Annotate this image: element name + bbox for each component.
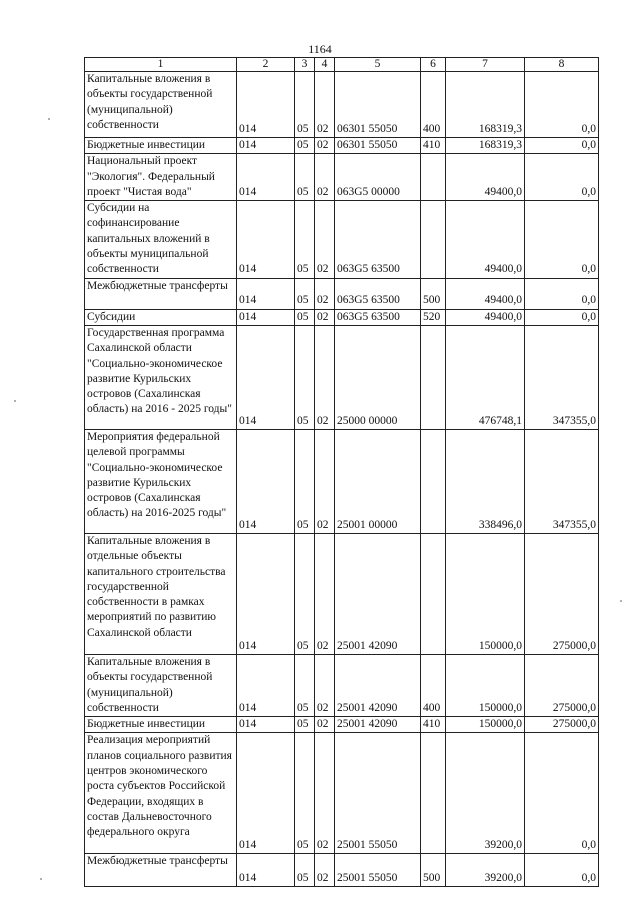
row-c8-cell: 347355,0 [525,325,599,429]
row-c2-cell: 014 [237,72,295,138]
row-name-cell: Капитальные вложения в отдельные объекты капитального строительства государственной собственности в рамках мероприятий по развитию Сахалинской области [85,533,237,654]
row-c2-cell: 014 [237,717,295,733]
row-c7-cell: 150000,0 [446,533,525,654]
row-c6-cell [421,325,446,429]
row-c8-cell: 275000,0 [525,717,599,733]
table-row [85,654,599,716]
row-c8-cell: 0,0 [525,72,599,138]
row-c3-cell: 05 [295,201,315,278]
row-c7-cell: 338496,0 [446,429,525,533]
row-name-cell: Субсидии на софинансирование капитальных вложений в объекты муниципальной собственности [85,201,237,278]
row-c5-cell: 25001 00000 [335,429,421,533]
table-row [85,717,599,733]
row-c7-cell: 39200,0 [446,854,525,887]
table-row [85,429,599,533]
row-c2-cell: 014 [237,654,295,716]
row-c3-cell: 05 [295,325,315,429]
row-c3-cell: 05 [295,154,315,201]
row-c2-cell: 014 [237,154,295,201]
table-row [85,138,599,154]
table-row [85,72,599,138]
table-row [85,325,599,429]
row-c5-cell: 063G5 63500 [335,201,421,278]
table-row [85,201,599,278]
row-c7-cell: 49400,0 [446,309,525,325]
row-c6-cell: 400 [421,654,446,716]
header-cell: 2 [237,58,295,72]
row-c4-cell: 02 [315,154,335,201]
row-c8-cell: 0,0 [525,854,599,887]
row-c8-cell: 0,0 [525,278,599,309]
row-c2-cell: 014 [237,138,295,154]
header-row [85,58,599,72]
row-c5-cell: 25000 00000 [335,325,421,429]
row-c3-cell: 05 [295,533,315,654]
row-c8-cell: 0,0 [525,138,599,154]
row-c6-cell [421,533,446,654]
row-c6-cell: 410 [421,717,446,733]
row-c6-cell [421,733,446,854]
row-c4-cell: 02 [315,854,335,887]
row-c7-cell: 39200,0 [446,733,525,854]
row-name-cell: Межбюджетные трансферты [85,278,237,309]
header-cell: 8 [525,58,599,72]
table-row [85,278,599,309]
row-name-cell: Капитальные вложения в объекты государственной (муниципальной) собственности [85,72,237,138]
row-name-cell: Бюджетные инвестиции [85,138,237,154]
scan-speck [14,400,16,402]
row-c6-cell: 520 [421,309,446,325]
scan-speck [48,118,50,120]
scan-speck [620,600,622,602]
row-c4-cell: 02 [315,429,335,533]
table-row [85,154,599,201]
row-name-cell: Мероприятия федеральной целевой программы "Социально-экономическое развитие Курильских островов (Сахалинская область) на 2016-2025 годы" [85,429,237,533]
row-c6-cell: 410 [421,138,446,154]
row-c6-cell [421,429,446,533]
header-cell: 7 [446,58,525,72]
row-c4-cell: 02 [315,138,335,154]
row-name-cell: Капитальные вложения в объекты государственной (муниципальной) собственности [85,654,237,716]
row-name-cell: Субсидии [85,309,237,325]
row-c4-cell: 02 [315,717,335,733]
row-c3-cell: 05 [295,717,315,733]
row-c7-cell: 49400,0 [446,278,525,309]
row-c6-cell: 500 [421,854,446,887]
header-cell: 4 [315,58,335,72]
table-row [85,533,599,654]
row-c5-cell: 063G5 63500 [335,278,421,309]
header-cell: 1 [85,58,237,72]
row-c6-cell [421,154,446,201]
row-c5-cell: 25001 42090 [335,717,421,733]
row-c8-cell: 275000,0 [525,533,599,654]
row-c3-cell: 05 [295,733,315,854]
row-c3-cell: 05 [295,854,315,887]
row-c5-cell: 063G5 63500 [335,309,421,325]
row-c5-cell: 06301 55050 [335,138,421,154]
table-row [85,309,599,325]
row-c4-cell: 02 [315,201,335,278]
row-c2-cell: 014 [237,309,295,325]
row-c5-cell: 06301 55050 [335,72,421,138]
row-c8-cell: 347355,0 [525,429,599,533]
row-c4-cell: 02 [315,733,335,854]
row-c5-cell: 25001 55050 [335,854,421,887]
table-row [85,854,599,887]
row-c2-cell: 014 [237,429,295,533]
header-cell: 5 [335,58,421,72]
row-c7-cell: 168319,3 [446,72,525,138]
row-c5-cell: 25001 42090 [335,533,421,654]
row-c3-cell: 05 [295,309,315,325]
row-c3-cell: 05 [295,429,315,533]
row-c7-cell: 49400,0 [446,154,525,201]
row-c3-cell: 05 [295,278,315,309]
row-c8-cell: 0,0 [525,309,599,325]
table-row [85,733,599,854]
row-c4-cell: 02 [315,72,335,138]
row-c7-cell: 168319,3 [446,138,525,154]
row-c8-cell: 0,0 [525,733,599,854]
row-c2-cell: 014 [237,325,295,429]
row-c4-cell: 02 [315,533,335,654]
row-c4-cell: 02 [315,654,335,716]
row-c5-cell: 25001 55050 [335,733,421,854]
row-c7-cell: 476748,1 [446,325,525,429]
row-name-cell: Межбюджетные трансферты [85,854,237,887]
row-c5-cell: 063G5 00000 [335,154,421,201]
header-cell: 3 [295,58,315,72]
row-c4-cell: 02 [315,325,335,429]
row-c8-cell: 0,0 [525,201,599,278]
row-c6-cell [421,201,446,278]
row-c2-cell: 014 [237,278,295,309]
scan-speck [40,878,42,880]
row-name-cell: Национальный проект "Экология". Федеральный проект "Чистая вода" [85,154,237,201]
row-name-cell: Государственная программа Сахалинской области "Социально-экономическое развитие Курильских островов (Сахалинская область) на 2016 - 2025 годы" [85,325,237,429]
row-c2-cell: 014 [237,201,295,278]
row-c6-cell: 400 [421,72,446,138]
row-c7-cell: 150000,0 [446,654,525,716]
row-c3-cell: 05 [295,72,315,138]
row-c3-cell: 05 [295,654,315,716]
row-c7-cell: 49400,0 [446,201,525,278]
budget-table [84,57,599,887]
row-c4-cell: 02 [315,309,335,325]
row-c2-cell: 014 [237,733,295,854]
row-c6-cell: 500 [421,278,446,309]
row-c2-cell: 014 [237,854,295,887]
header-cell: 6 [421,58,446,72]
row-name-cell: Бюджетные инвестиции [85,717,237,733]
row-c8-cell: 275000,0 [525,654,599,716]
row-c4-cell: 02 [315,278,335,309]
row-c7-cell: 150000,0 [446,717,525,733]
row-c3-cell: 05 [295,138,315,154]
row-c2-cell: 014 [237,533,295,654]
page-number: 1164 [308,42,332,56]
row-c5-cell: 25001 42090 [335,654,421,716]
row-c8-cell: 0,0 [525,154,599,201]
row-name-cell: Реализация мероприятий планов социального развития центров экономического роста субъектов Российской Федерации, входящих в состав Дальневосточного федерального округа [85,733,237,854]
